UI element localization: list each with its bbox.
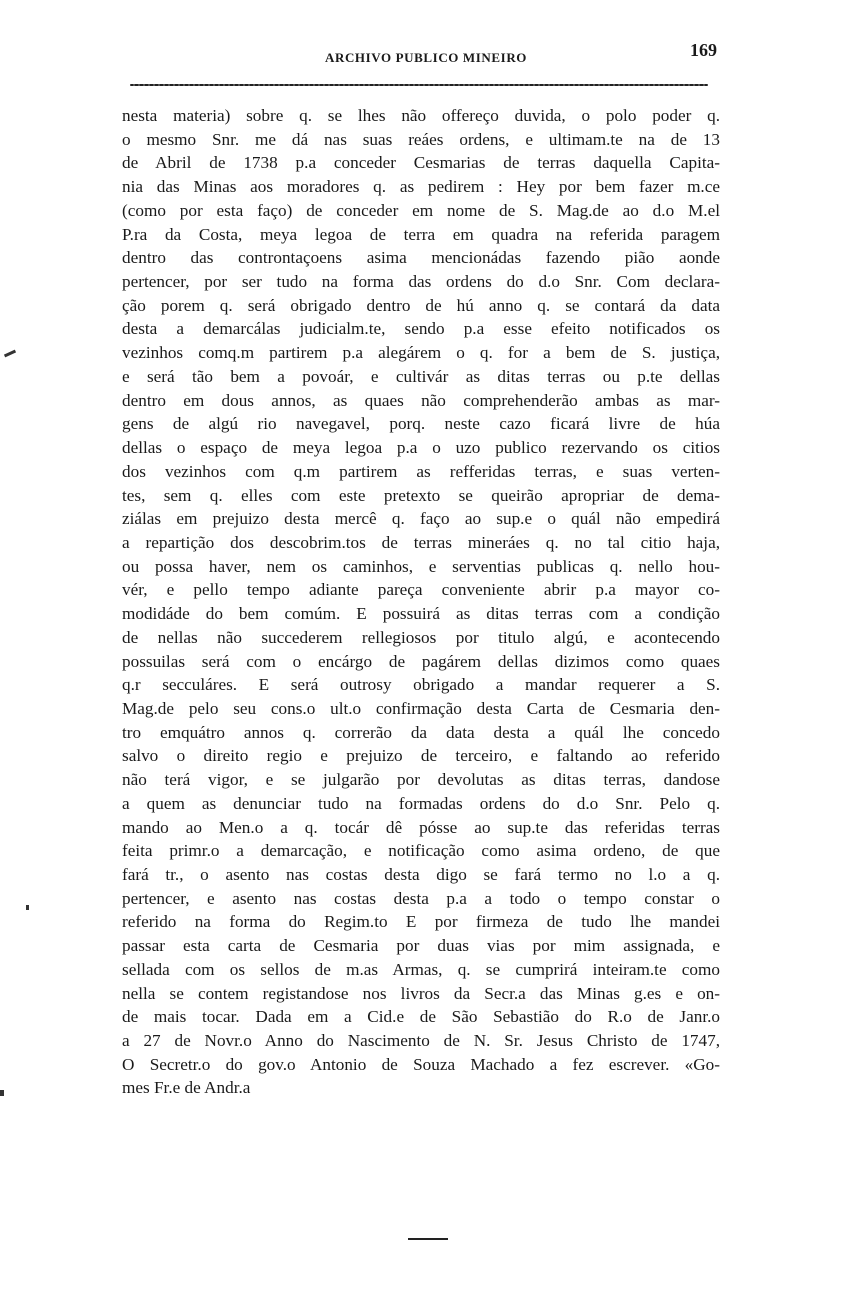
text-line: dentro em dous annos, as quaes não comprehenderão ambas as mar- xyxy=(122,390,720,410)
text-line: tes, sem q. elles com este pretexto se queirão apropriar de dema- xyxy=(122,485,720,505)
text-line: nesta materia) sobre q. se lhes não offereço duvida, o polo poder q. xyxy=(122,106,720,125)
text-line: a quem as denunciar tudo na formadas ordens do d.o Snr. Pelo q. xyxy=(122,793,720,813)
text-line: vér, e pello tempo adiante pareça conveniente abrir p.a mayor co- xyxy=(122,580,720,600)
text-line: o mesmo Snr. me dá nas suas reáes ordens, e ultimam.te na de 13 xyxy=(122,129,720,149)
text-line: q.r secculáres. E será outrosy obrigado a mandar requerer a S. xyxy=(122,675,720,695)
footer-rule xyxy=(408,1238,448,1240)
text-line: ou possa haver, nem os caminhos, e serventias publicas q. nello hou- xyxy=(122,556,720,576)
text-line: nella se contem registandose nos livros da Secr.a das Minas g.es e on- xyxy=(122,983,720,1003)
text-line: não terá vigor, e se julgarão por devolutas as ditas terras, dandose xyxy=(122,770,720,790)
text-line: referido na forma do Regim.to E por firmeza de tudo lhe mandei xyxy=(122,912,720,932)
margin-mark xyxy=(26,905,29,910)
text-line: vezinhos comq.m partirem p.a alegárem o q. for a bem de S. justiça, xyxy=(122,343,720,363)
margin-mark xyxy=(4,350,16,358)
text-line: a 27 de Novr.o Anno do Nascimento de N. Sr. Jesus Christo de 1747, xyxy=(122,1031,720,1051)
text-line: P.ra da Costa, meya legoa de terra em quadra na referida paragem xyxy=(122,224,720,244)
text-line: feita primr.o a demarcação, e notificação como asima ordeno, de que xyxy=(122,841,720,861)
text-line: nia das Minas aos moradores q. as pedirem : Hey por bem fazer m.ce xyxy=(122,177,720,197)
text-line: desta a demarcálas judicialm.te, sendo p.a esse efeito notificados os xyxy=(122,319,720,339)
text-line: possuilas será com o encárgo de pagárem dellas dizimos como quaes xyxy=(122,651,720,671)
text-line: mando ao Men.o a q. tocár dê pósse ao sup.te das referidas terras xyxy=(122,817,720,837)
text-line: mes Fr.e de Andr.a xyxy=(122,1078,251,1098)
running-header-title: ARCHIVO PUBLICO MINEIRO xyxy=(324,50,528,65)
text-line: de Abril de 1738 p.a conceder Cesmarias de terras daquella Capita- xyxy=(122,153,720,173)
text-line: sellada com os sellos de m.as Armas, q. se cumprirá inteiram.te como xyxy=(122,959,720,979)
text-line: gens de algú rio navegavel, porq. neste cazo ficará livre de húa xyxy=(122,414,720,434)
text-line: dos vezinhos com q.m partirem as refferidas terras, e suas verten- xyxy=(122,461,720,481)
margin-mark xyxy=(0,1090,4,1096)
body-text xyxy=(122,104,720,1100)
text-line: modidáde do bem comúm. E possuirá as ditas terras com a condição xyxy=(122,604,720,624)
text-line: de mais tocar. Dada em a Cid.e de São Sebastião do R.o de Janr.o xyxy=(122,1007,720,1027)
text-line: fará tr., o asento nas costas desta digo se fará termo no l.o a q. xyxy=(122,865,720,884)
text-line: passar esta carta de Cesmaria por duas vias por mim assignada, e xyxy=(122,936,720,956)
text-line: tro emquátro annos q. correrão da data desta a quál lhe concedo xyxy=(122,722,720,742)
text-line: O Secretr.o do gov.o Antonio de Souza Machado a fez escrever. «Go- xyxy=(122,1054,720,1074)
text-line: e será tão bem a povoár, e cultivár as ditas terras ou p.te dellas xyxy=(122,366,720,386)
page-number: 169 xyxy=(690,40,717,60)
text-line: a repartição dos descobrim.tos de terras mineráes q. no tal citio haja, xyxy=(122,532,720,552)
text-line: de nellas não succederem rellegiosos por titulo algú, e acontecendo xyxy=(122,627,720,647)
text-line: ziálas em prejuizo desta mercê q. faço ao sup.e o quál não empedirá xyxy=(122,509,720,529)
text-line: pertencer, por ser tudo na forma das ordens do d.o Snr. Com declara- xyxy=(122,272,720,292)
text-line: (como por esta faço) de conceder em nome de S. Mag.de ao d.o M.el xyxy=(122,200,720,220)
text-line: ção porem q. será obrigado dentro de hú anno q. se contará da data xyxy=(122,295,720,315)
text-line: dellas o espaço de meya legoa p.a o uzo publico rezervando os citios xyxy=(122,438,720,458)
text-line: dentro das controntaçoens asima mencionádas fazendo pião aonde xyxy=(122,248,720,268)
text-line: salvo o direito regio e prejuizo de terceiro, e faltando ao referido xyxy=(122,746,720,766)
text-line: Mag.de pelo seu cons.o ult.o confirmação desta Carta de Cesmaria den- xyxy=(122,698,720,718)
header-rule xyxy=(130,84,708,86)
text-line: pertencer, e asento nas costas desta p.a a todo o tempo constar o xyxy=(122,888,720,908)
